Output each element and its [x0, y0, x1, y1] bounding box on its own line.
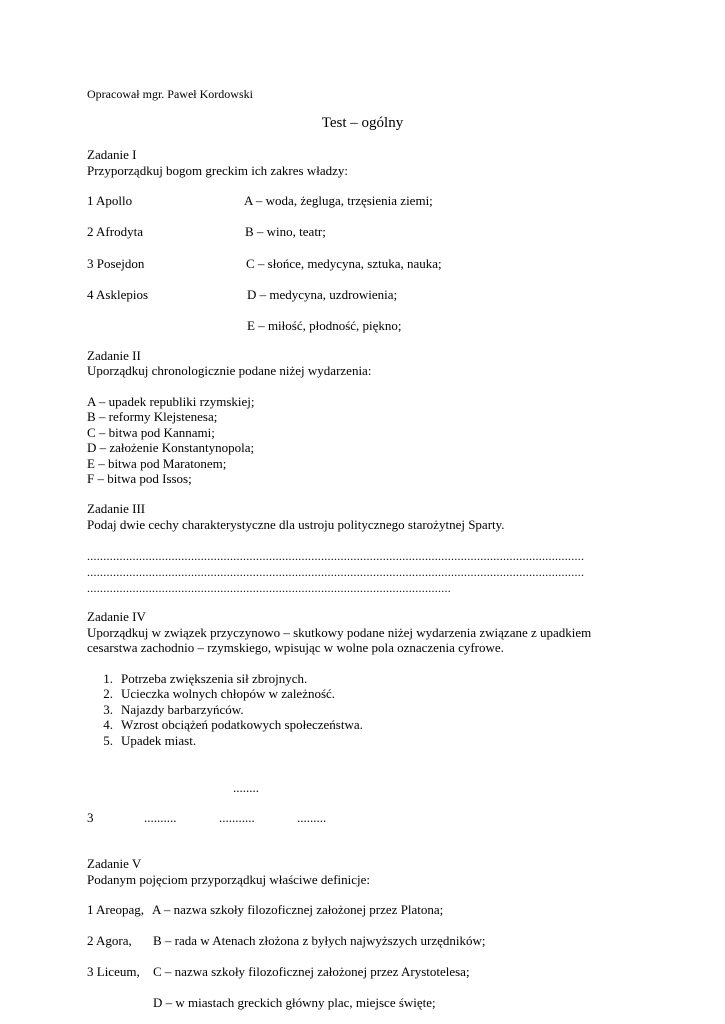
blank-field[interactable]: ......... — [297, 810, 327, 825]
god-item: 2 Afrodyta — [87, 224, 143, 239]
answer-line[interactable]: ................................................................................................................ — [87, 581, 451, 595]
domain-item: D – medycyna, uzdrowienia; — [247, 287, 398, 302]
answer-line[interactable]: ......................................................................................................................................................... — [87, 549, 585, 563]
blank-field[interactable]: ........ — [233, 780, 259, 795]
domain-item: A – woda, żegluga, trzęsienia ziemi; — [244, 193, 433, 208]
numbered-item: 3. Najazdy barbarzyńców. — [103, 702, 244, 717]
god-item: 1 Apollo — [87, 193, 133, 208]
numbered-item-text: Potrzeba zwiększenia sił zbrojnych. — [121, 671, 308, 686]
event-item: F – bitwa pod Issos; — [87, 471, 192, 486]
domain-item: C – słońce, medycyna, sztuka, nauka; — [246, 256, 442, 271]
numbered-item: 4. Wzrost obciążeń podatkowych społeczeństwa. — [103, 717, 363, 732]
task-3-heading: Zadanie III — [87, 501, 146, 516]
term-item: 2 Agora, — [87, 933, 132, 948]
task-2-heading: Zadanie II — [87, 348, 141, 363]
definition-item: A – nazwa szkoły filozoficznej założonej przez Platona; — [152, 902, 444, 917]
task-4-instruction: Uporządkuj w związek przyczynowo – skutkowy podane niżej wydarzenia związane z upadkiem — [87, 625, 592, 640]
definition-item: B – rada w Atenach złożona z byłych najwyższych urzędników; — [153, 933, 486, 948]
numbered-item: 2. Ucieczka wolnych chłopów w zależność. — [103, 686, 336, 701]
god-item: 3 Posejdon — [87, 256, 145, 271]
blank-field[interactable]: ........... — [219, 810, 255, 825]
document-title: Test – ogólny — [321, 115, 404, 131]
task-1-instruction: Przyporządkuj bogom greckim ich zakres władzy: — [87, 163, 348, 178]
numbered-item-text: Ucieczka wolnych chłopów w zależność. — [121, 686, 336, 701]
term-item: 1 Areopag, — [87, 902, 145, 917]
numbered-item: 5. Upadek miast. — [103, 733, 197, 748]
event-item: E – bitwa pod Maratonem; — [87, 456, 227, 471]
definition-item: C – nazwa szkoły filozoficznej założonej przez Arystotelesa; — [153, 964, 470, 979]
task-4-instruction: cesarstwa zachodnio – rzymskiego, wpisując w wolne pola oznaczenia cyfrowe. — [87, 640, 504, 655]
task-1-heading: Zadanie I — [87, 147, 137, 162]
numbered-item-text: Najazdy barbarzyńców. — [121, 702, 244, 717]
event-item: C – bitwa pod Kannami; — [87, 425, 215, 440]
numbered-item: 1. Potrzeba zwiększenia sił zbrojnych. — [103, 671, 308, 686]
task-5-heading: Zadanie V — [87, 856, 142, 871]
term-item: 3 Liceum, — [87, 964, 140, 979]
author-line: Opracował mgr. Paweł Kordowski — [87, 87, 253, 101]
blank-field[interactable]: .......... — [144, 810, 177, 825]
given-number: 3 — [87, 810, 94, 825]
task-4-heading: Zadanie IV — [87, 609, 146, 624]
god-item: 4 Asklepios — [87, 287, 149, 302]
answer-line[interactable]: ......................................................................................................................................................... — [87, 565, 585, 579]
task-2-instruction: Uporządkuj chronologicznie podane niżej wydarzenia: — [87, 363, 372, 378]
numbered-item-text: Upadek miast. — [121, 733, 197, 748]
event-item: D – założenie Konstantynopola; — [87, 440, 255, 455]
numbered-item-text: Wzrost obciążeń podatkowych społeczeństwa. — [121, 717, 363, 732]
event-item: B – reformy Klejstenesa; — [87, 409, 218, 424]
definition-item: D – w miastach greckich główny plac, miejsce święte; — [153, 995, 436, 1010]
task-3-instruction: Podaj dwie cechy charakterystyczne dla ustroju politycznego starożytnej Sparty. — [87, 517, 505, 532]
domain-item: E – miłość, płodność, piękno; — [247, 318, 402, 333]
domain-item: B – wino, teatr; — [245, 224, 326, 239]
task-5-instruction: Podanym pojęciom przyporządkuj właściwe definicje: — [87, 872, 371, 887]
event-item: A – upadek republiki rzymskiej; — [87, 394, 255, 409]
